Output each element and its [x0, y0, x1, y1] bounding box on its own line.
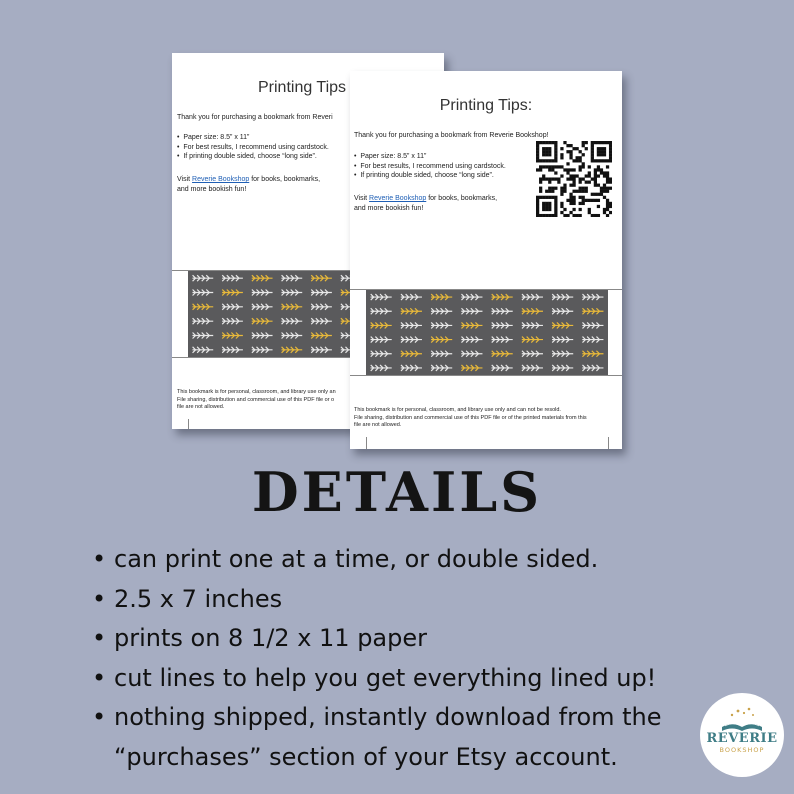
- arrow-icon: [552, 308, 573, 314]
- arrow-icon: [431, 322, 452, 328]
- arrow-icon: [401, 365, 422, 371]
- arrow-icon: [552, 294, 573, 300]
- arrow-icon: [461, 308, 482, 314]
- arrow-icon: [281, 304, 302, 310]
- arrow-icon: [252, 347, 273, 353]
- arrow-icon: [552, 365, 573, 371]
- arrow-icon: [431, 337, 452, 343]
- arrow-icon: [492, 351, 513, 357]
- tip-item: • For best results, I recommend using cardstock.: [177, 143, 329, 151]
- detail-item: • prints on 8 1/2 x 11 paper: [92, 619, 662, 659]
- back-sheet-tip-list: [177, 133, 329, 162]
- thanks-text: Thank you for purchasing a bookmark from Reverie Bookshop!: [354, 132, 549, 139]
- arrow-icon: [431, 351, 452, 357]
- arrow-pattern: [366, 290, 608, 375]
- arrow-icon: [281, 290, 302, 296]
- arrow-icon: [582, 351, 603, 357]
- arrow-icon: [461, 294, 482, 300]
- arrow-icon: [582, 365, 603, 371]
- detail-item: • can print one at a time, or double sided.: [92, 540, 662, 580]
- logo-subtitle: BOOKSHOP: [719, 746, 765, 754]
- arrow-icon: [222, 275, 243, 281]
- arrow-icon: [192, 347, 213, 353]
- arrow-icon: [371, 365, 392, 371]
- arrow-icon: [492, 322, 513, 328]
- arrow-icon: [311, 304, 332, 310]
- arrow-icon: [522, 365, 543, 371]
- arrow-icon: [311, 318, 332, 324]
- cut-mark: [608, 437, 609, 449]
- arrow-icon: [311, 290, 332, 296]
- arrow-icon: [371, 322, 392, 328]
- qr-code-icon: [536, 141, 612, 217]
- arrow-icon: [222, 304, 243, 310]
- back-sheet-visit: Visit Reverie Bookshop for books, bookmarks, and more bookish fun!: [177, 176, 321, 193]
- arrow-icon: [492, 337, 513, 343]
- arrow-icon: [371, 308, 392, 314]
- usage-footer: This bookmark is for personal, classroom, and library use only and can not be resold. File sharing, distribution and commercial use of this PDF file or of the printed materials from this file are not allowed.: [354, 407, 587, 428]
- back-sheet-footer: This bookmark is for personal, classroom, and library use only an File sharing, distribution and commercial use of this PDF file or o file are not allowed.: [177, 389, 336, 410]
- arrow-icon: [281, 333, 302, 339]
- reverie-bookshop-link[interactable]: Reverie Bookshop: [369, 195, 427, 202]
- arrow-icon: [192, 318, 213, 324]
- cut-mark: [366, 437, 367, 449]
- arrow-icon: [582, 322, 603, 328]
- arrow-icon: [192, 333, 213, 339]
- printing-tips-title: Printing Tips:: [439, 97, 533, 114]
- arrow-icon: [252, 318, 273, 324]
- arrow-icon: [252, 333, 273, 339]
- arrow-icon: [552, 322, 573, 328]
- arrow-pattern-band: [188, 271, 366, 357]
- tip-item: • For best results, I recommend using cardstock.: [354, 162, 506, 170]
- arrow-icon: [222, 318, 243, 324]
- arrow-icon: [582, 308, 603, 314]
- arrow-icon: [252, 304, 273, 310]
- arrow-icon: [431, 308, 452, 314]
- visit-text: Visit Reverie Bookshop for books, bookmarks, and more bookish fun!: [354, 195, 498, 212]
- arrow-icon: [371, 337, 392, 343]
- details-heading: DETAILS: [251, 460, 543, 524]
- arrow-icon: [461, 351, 482, 357]
- arrow-icon: [522, 308, 543, 314]
- arrow-icon: [461, 365, 482, 371]
- arrow-icon: [311, 275, 332, 281]
- arrow-icon: [222, 347, 243, 353]
- arrow-icon: [401, 337, 422, 343]
- arrow-pattern-band: [366, 290, 608, 375]
- arrow-icon: [192, 275, 213, 281]
- details-list: [92, 540, 662, 777]
- tip-list: [354, 152, 506, 181]
- arrow-icon: [222, 333, 243, 339]
- arrow-icon: [522, 337, 543, 343]
- arrow-icon: [582, 337, 603, 343]
- tip-item: • If printing double sided, choose “long side”.: [177, 153, 317, 160]
- arrow-icon: [371, 294, 392, 300]
- arrow-icon: [252, 275, 273, 281]
- tip-item: • If printing double sided, choose “long side”.: [354, 172, 494, 179]
- cut-mark: [188, 419, 189, 429]
- arrow-icon: [522, 322, 543, 328]
- arrow-icon: [281, 275, 302, 281]
- arrow-icon: [431, 294, 452, 300]
- detail-item: • nothing shipped, instantly download from the “purchases” section of your Etsy account.: [92, 698, 662, 777]
- arrow-pattern: [188, 271, 366, 357]
- arrow-icon: [401, 308, 422, 314]
- arrow-icon: [492, 365, 513, 371]
- arrow-icon: [281, 347, 302, 353]
- arrow-icon: [281, 318, 302, 324]
- arrow-icon: [492, 294, 513, 300]
- arrow-icon: [371, 351, 392, 357]
- back-sheet-title: Printing Tips: [258, 79, 347, 96]
- reverie-bookshop-link[interactable]: Reverie Bookshop: [192, 176, 250, 183]
- arrow-icon: [252, 290, 273, 296]
- arrow-icon: [192, 290, 213, 296]
- arrow-icon: [192, 304, 213, 310]
- arrow-icon: [461, 337, 482, 343]
- arrow-icon: [522, 351, 543, 357]
- arrow-icon: [401, 322, 422, 328]
- tip-item: • Paper size: 8.5” x 11”: [354, 153, 427, 160]
- detail-item: • cut lines to help you get everything lined up!: [92, 659, 662, 699]
- arrow-icon: [311, 333, 332, 339]
- arrow-icon: [552, 351, 573, 357]
- logo-name: REVERIE: [706, 731, 778, 746]
- bookmark-sheet-front: [350, 71, 622, 449]
- reverie-bookshop-logo: [700, 693, 784, 777]
- cut-line: [350, 375, 622, 376]
- back-sheet-thanks: Thank you for purchasing a bookmark from Reveri: [177, 114, 333, 121]
- detail-item: • 2.5 x 7 inches: [92, 580, 662, 620]
- arrow-icon: [431, 365, 452, 371]
- arrow-icon: [582, 294, 603, 300]
- arrow-icon: [522, 294, 543, 300]
- arrow-icon: [492, 308, 513, 314]
- arrow-icon: [222, 290, 243, 296]
- arrow-icon: [311, 347, 332, 353]
- arrow-icon: [401, 351, 422, 357]
- arrow-icon: [552, 337, 573, 343]
- tip-item: • Paper size: 8.5” x 11”: [177, 134, 250, 141]
- arrow-icon: [461, 322, 482, 328]
- arrow-icon: [401, 294, 422, 300]
